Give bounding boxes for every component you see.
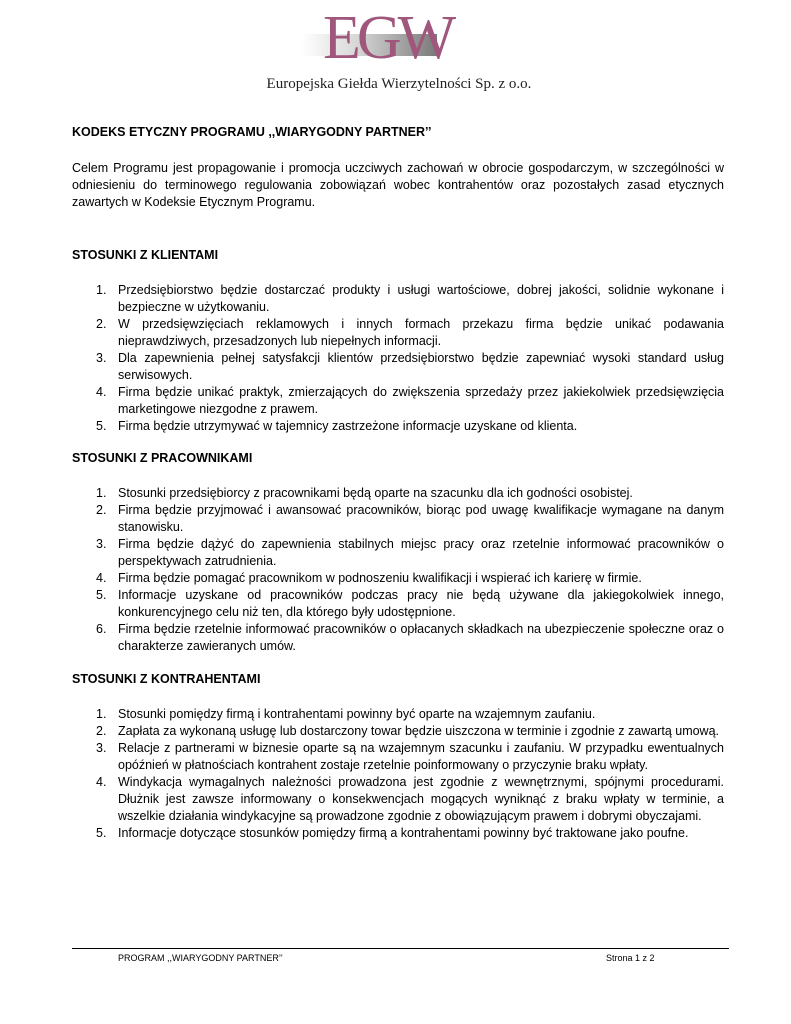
list-item: 4. Firma będzie unikać praktyk, zmierzających do zwiększenia sprzedaży przez jakiekolwiek przedsięwzięcia marketingowe niezgodne z prawem. xyxy=(96,385,724,416)
list-item: 6. Firma będzie rzetelnie informować pracowników o opłacanych składkach na ubezpieczenie społeczne oraz o charakterze zawieranych umów. xyxy=(96,622,724,653)
list-item: 4. Firma będzie pomagać pracownikom w podnoszeniu kwalifikacji i wspierać ich karierę w firmie. xyxy=(96,571,642,585)
list-item: 2. Firma będzie przyjmować i awansować pracowników, biorąc pod uwagę kwalifikacje wymagane na danym stanowisku. xyxy=(96,503,724,534)
list-item: 2. W przedsięwzięciach reklamowych i innych formach przekazu firma będzie unikać podawania nieprawdziwych, przesadzonych lub niepełnych informacji. xyxy=(96,317,724,348)
section-title-contractors: STOSUNKI Z KONTRAHENTAMI xyxy=(72,672,261,686)
section-title-clients: STOSUNKI Z KLIENTAMI xyxy=(72,248,219,262)
list-item: 3. Firma będzie dążyć do zapewnienia stabilnych miejsc pracy oraz rzetelnie informować pracowników o perspektywach zatrudnienia. xyxy=(96,537,724,568)
contractors-list xyxy=(72,706,724,842)
list-item: 5. Firma będzie utrzymywać w tajemnicy zastrzeżone informacje uzyskane od klienta. xyxy=(96,419,578,433)
footer-divider xyxy=(72,948,729,949)
company-logo: EGW xyxy=(323,4,453,72)
footer-program-name: PROGRAM ,,WIARYGODNY PARTNER’’ xyxy=(118,953,283,963)
list-item: 3. Dla zapewnienia pełnej satysfakcji klientów przedsiębiorstwo będzie zapewniać wysoki standard usług serwisowych. xyxy=(96,351,724,382)
employees-list xyxy=(72,485,724,655)
list-item: 1. Przedsiębiorstwo będzie dostarczać produkty i usługi wartościowe, dobrej jakości, solidnie wykonane i bezpieczne w użytkowaniu. xyxy=(96,283,724,314)
list-item: 2. Zapłata za wykonaną usługę lub dostarczony towar będzie uiszczona w terminie i zgodnie z zawartą umową. xyxy=(96,724,720,738)
list-item: 3. Relacje z partnerami w biznesie oparte są na wzajemnym szacunku i zaufaniu. W przypadku ewentualnych opóźnień w płatnościach kontrahent zostaje rzetelnie poinformowany o przyczynie braku wpłaty. xyxy=(96,741,724,772)
list-item: 5. Informacje dotyczące stosunków pomiędzy firmą a kontrahentami powinny być traktowane jako poufne. xyxy=(96,826,689,840)
section-title-employees: STOSUNKI Z PRACOWNIKAMI xyxy=(72,451,253,465)
clients-list xyxy=(72,282,724,435)
list-item: 5. Informacje uzyskane od pracowników podczas pracy nie będą używane dla jakiegokolwiek innego, konkurencyjnego celu niż ten, dla którego były udostępnione. xyxy=(96,588,724,619)
list-item: 1. Stosunki przedsiębiorcy z pracownikami będą oparte na szacunku dla ich godności osobistej. xyxy=(96,486,633,500)
intro-paragraph: Celem Programu jest propagowanie i promocja uczciwych zachowań w obrocie gospodarczym, w szczególności w odniesieniu do terminowego regulowania zobowiązań wobec kontrahentów oraz pozostałych zasad etycznych zawartych w Kodeksie Etycznym Programu. xyxy=(72,161,724,209)
footer-page-number: Strona 1 z 2 xyxy=(606,953,655,963)
list-item: 1. Stosunki pomiędzy firmą i kontrahentami powinny być oparte na wzajemnym zaufaniu. xyxy=(96,707,596,721)
list-item: 4. Windykacja wymagalnych należności prowadzona jest zgodnie z wewnętrznymi, spójnymi procedurami. Dłużnik jest zawsze informowany o konsekwencjach mogących wyniknąć z braku wpłaty w terminie, a wszelkie działania windykacyjne są prowadzone zgodnie z obowiązującym prawem i dobrymi obyczajami. xyxy=(96,775,724,823)
company-name: Europejska Giełda Wierzytelności Sp. z o.o. xyxy=(266,76,532,92)
document-header xyxy=(0,0,791,100)
document-title: KODEKS ETYCZNY PROGRAMU ,,WIARYGODNY PARTNER’’ xyxy=(72,125,432,139)
